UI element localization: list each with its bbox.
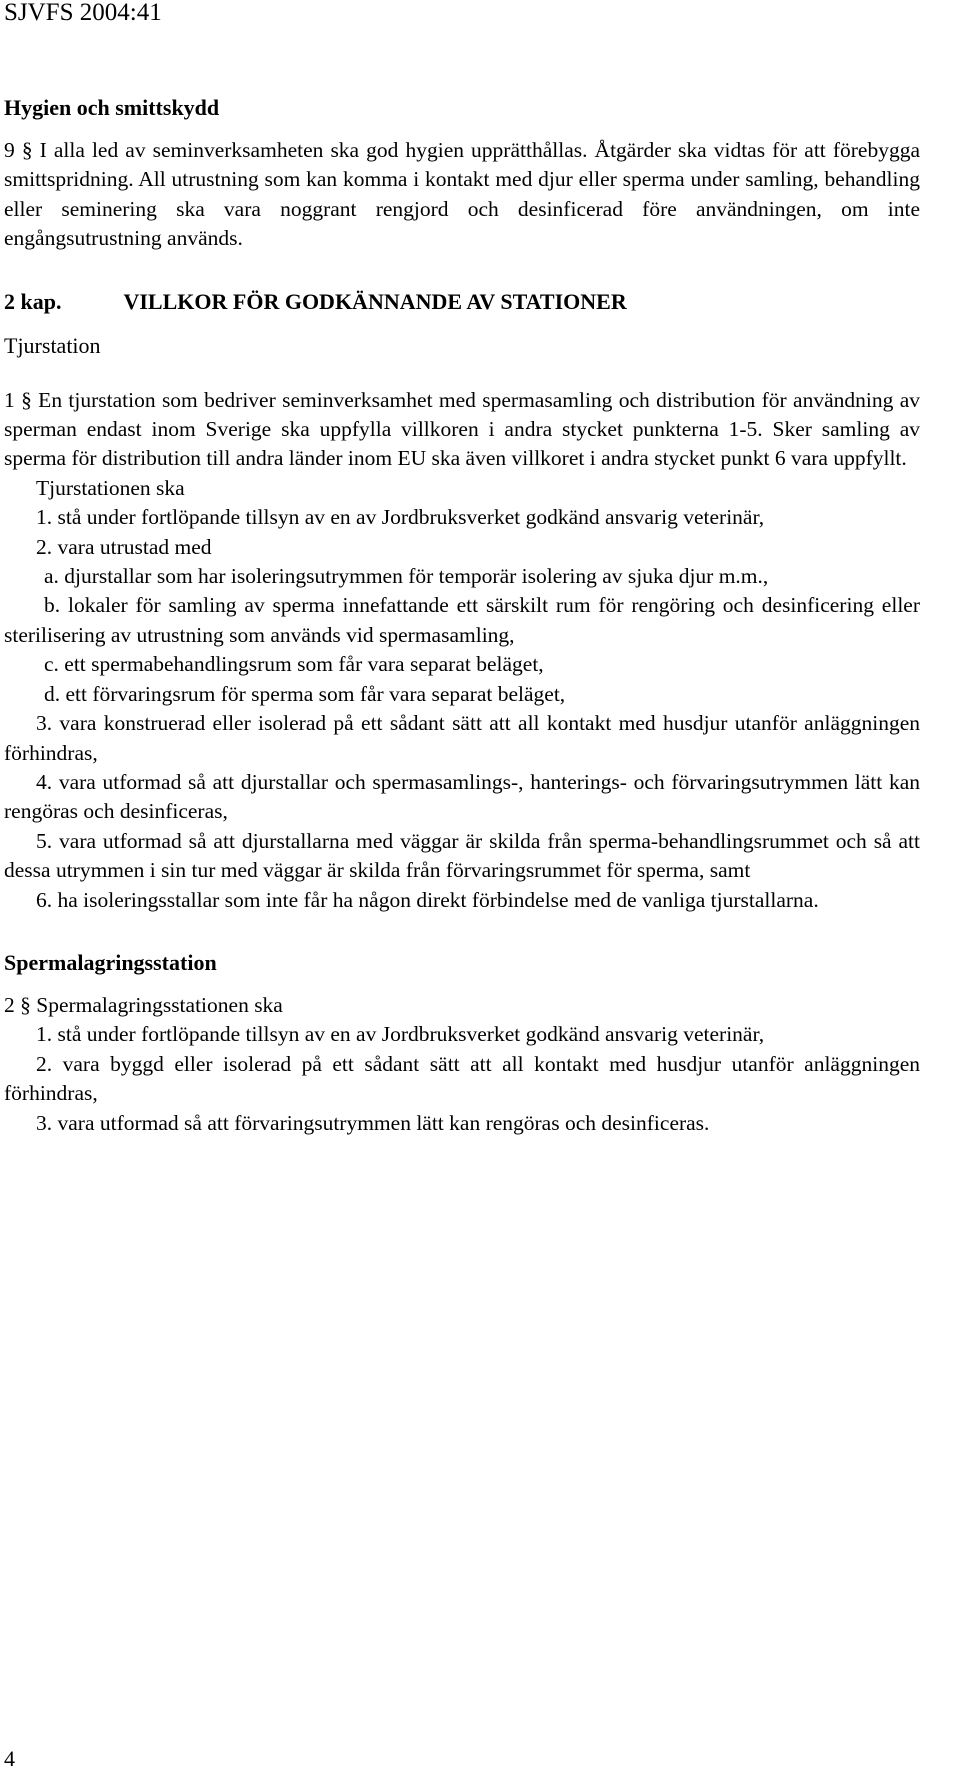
spacer [4, 254, 920, 286]
heading-hygien: Hygien och smittskydd [4, 95, 220, 120]
chapter-title: VILLKOR FÖR GODKÄNNANDE AV STATIONER [123, 288, 627, 314]
paragraph-1: 1 § En tjurstation som bedriver seminverksamhet med spermasamling och distribution för användning av sperman endast inom Sverige ska uppfylla villkoren i andra stycket punkterna 1-5. Sker samling av sperma för distribution till andra länder inom EU ska även villkoret i andra stycket punkt 6 vara uppfyllt. [4, 387, 920, 471]
chapter-label: 2 kap. [4, 288, 62, 314]
list-item: 2. vara utrustad med [36, 534, 212, 559]
sub-list-item: d. ett förvaringsrum för sperma som får vara separat beläget, [44, 681, 566, 706]
page-number: 4 [4, 1746, 15, 1771]
list-item: 2. vara byggd eller isolerad på ett sådant sätt att all kontakt med husdjur utanför anläggningen förhindras, [4, 1051, 920, 1106]
list-item: 4. vara utformad så att djurstallar och spermasamlings-, hanterings- och förvaringsutrymmen lätt kan rengöras och desinficeras, [4, 769, 920, 824]
document-body [4, 92, 920, 1138]
list-item: 5. vara utformad så att djurstallarna med väggar är skilda från sperma-behandlingsrummet och så att dessa utrymmen i sin tur med väggar är skilda från förvaringsrummet för sperma, samt [4, 828, 920, 883]
paragraph-9: 9 § I alla led av seminverksamheten ska god hygien upprätthållas. Åtgärder ska vidtas för att förebygga smittspridning. All utrustning som kan komma i kontakt med djur eller sperma under samling, behandling eller seminering ska vara noggrant rengjord och desinficerad före användningen, om inte engångsutrustning används. [4, 138, 920, 251]
list-intro: Tjurstationen ska [36, 475, 185, 500]
spacer [4, 318, 920, 330]
sub-list-item: a. djurstallar som har isoleringsutrymmen för temporär isolering av sjuka djur m.m., [44, 564, 769, 589]
list-item: 6. ha isoleringsstallar som inte får ha någon direkt förbindelse med de vanliga tjurstallarna. [36, 887, 819, 912]
sub-list-item: b. lokaler för samling av sperma innefattande ett särskilt rum för rengöring och desinficering eller sterilisering av utrustning som används vid spermasamling, [4, 593, 920, 647]
sub-list-item: c. ett spermabehandlingsrum som får vara separat beläget, [44, 652, 544, 677]
list-item: 1. stå under fortlöpande tillsyn av en av Jordbruksverket godkänd ansvarig veterinär, [36, 505, 765, 530]
spacer [4, 915, 920, 947]
chapter-heading [4, 286, 920, 318]
list-item: 3. vara utformad så att förvaringsutrymmen lätt kan rengöras och desinficeras. [36, 1110, 710, 1135]
document-code: SJVFS 2004:41 [4, 0, 162, 26]
spacer [4, 124, 920, 136]
spacer [4, 362, 920, 386]
list-item: 1. stå under fortlöpande tillsyn av en av Jordbruksverket godkänd ansvarig veterinär, [36, 1022, 765, 1047]
spacer [4, 979, 920, 991]
heading-tjurstation: Tjurstation [4, 332, 101, 358]
list-item: 3. vara konstruerad eller isolerad på ett sådant sätt att all kontakt med husdjur utanför anläggningen förhindras, [4, 711, 920, 765]
heading-spermalagringsstation: Spermalagringsstation [4, 949, 217, 975]
paragraph-2: 2 § Spermalagringsstationen ska [4, 992, 283, 1017]
